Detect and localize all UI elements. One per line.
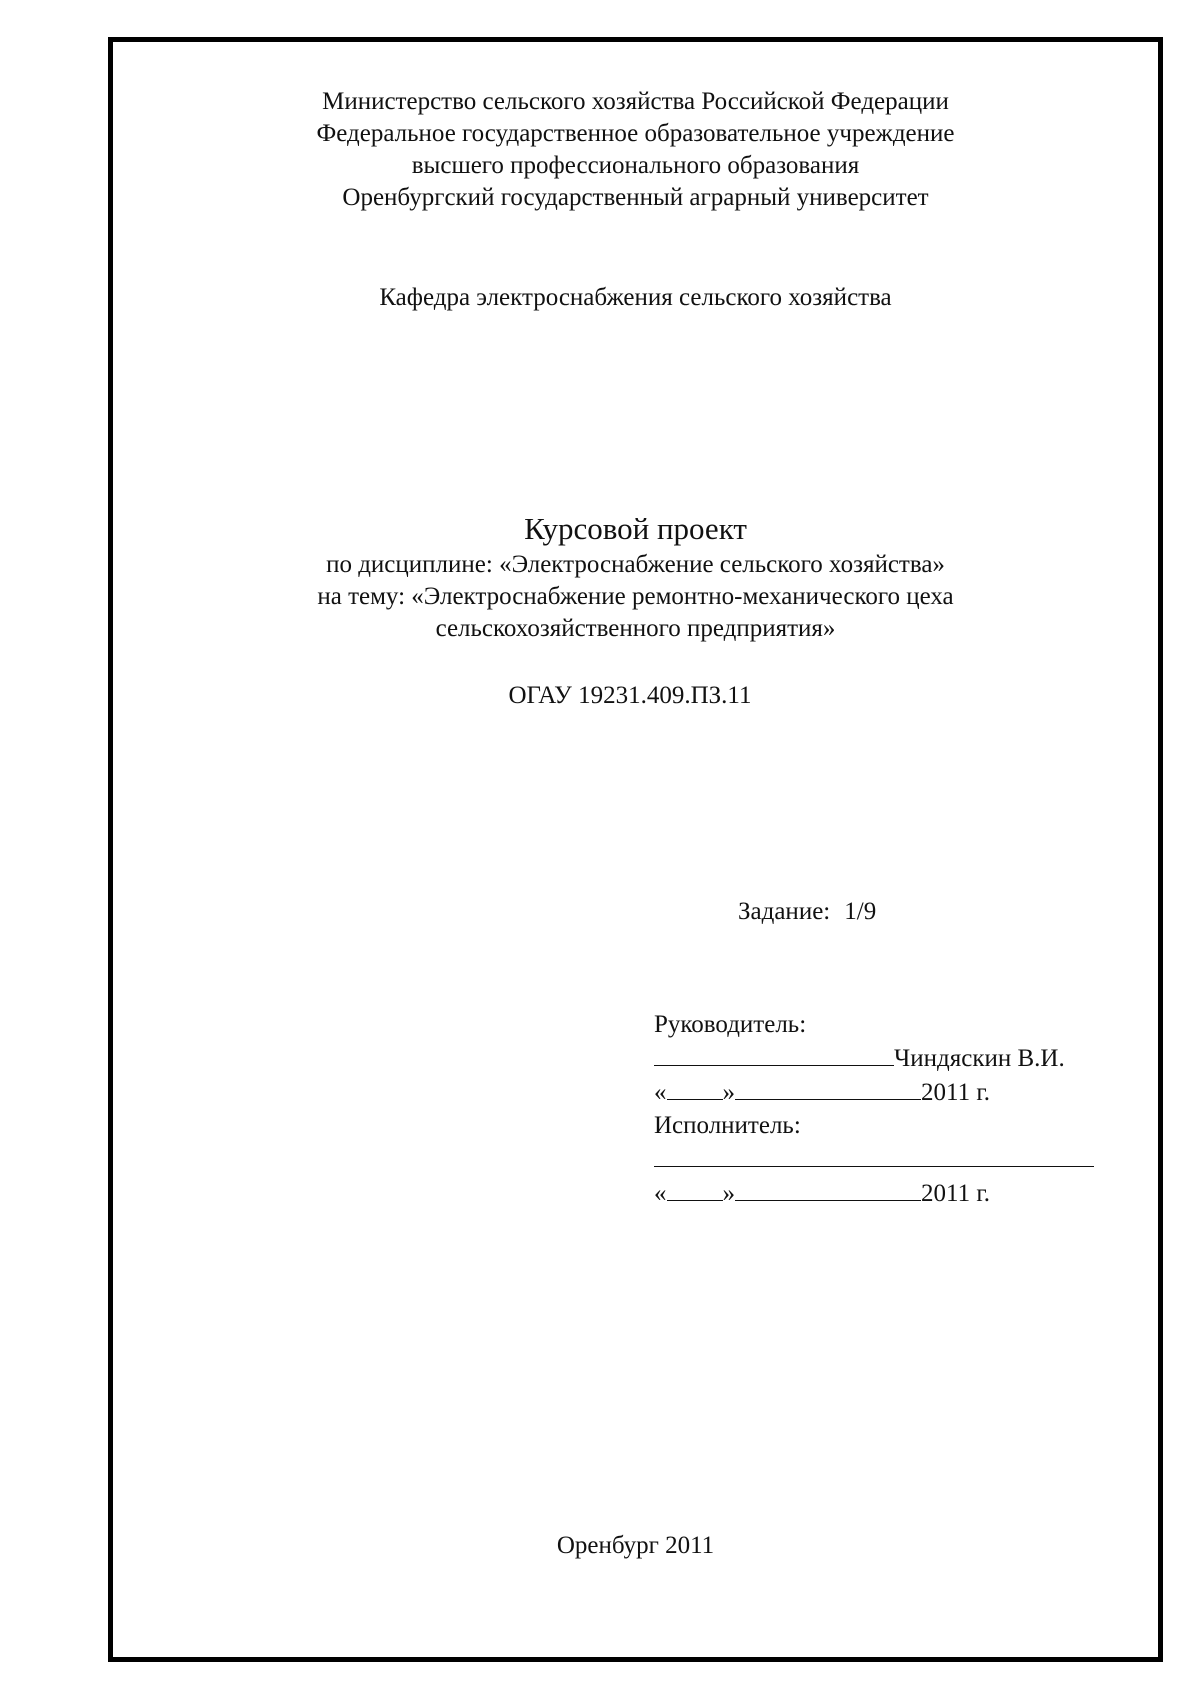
- department-line: Кафедра электроснабжения сельского хозяйства: [379, 284, 892, 311]
- task-block: [738, 896, 876, 928]
- executor-date-open-quote: «: [654, 1180, 667, 1207]
- discipline-line: по дисциплине: «Электроснабжение сельского хозяйства»: [326, 551, 945, 578]
- executor-date-month-blank: [735, 1176, 921, 1201]
- task-value: 1/9: [844, 898, 877, 925]
- executor-date-day-blank: [667, 1176, 723, 1201]
- supervisor-signature-blank: [654, 1041, 894, 1066]
- supervisor-date-close-quote: »: [722, 1079, 735, 1106]
- project-title-block: [108, 509, 1163, 645]
- document-code-block: [470, 680, 790, 712]
- supervisor-label: Руководитель:: [654, 1011, 807, 1038]
- city-year: Оренбург 2011: [556, 1532, 715, 1559]
- page-border-frame: [108, 37, 1163, 1662]
- supervisor-date-year: 2011 г.: [921, 1079, 991, 1106]
- document-header: [108, 86, 1163, 214]
- department-block: [108, 282, 1163, 314]
- institution-type-line: Федеральное государственное образовательное учреждение: [316, 120, 955, 147]
- topic-line-2: сельскохозяйственного предприятия»: [435, 615, 836, 642]
- supervisor-signature-line: [654, 1041, 1094, 1075]
- supervisor-date-day-blank: [667, 1075, 723, 1100]
- supervisor-date-month-blank: [735, 1075, 921, 1100]
- topic-line-1: на тему: «Электроснабжение ремонтно-механического цеха: [317, 583, 954, 610]
- executor-date-close-quote: »: [722, 1180, 735, 1207]
- university-line: Оренбургский государственный аграрный университет: [342, 184, 929, 211]
- supervisor-date-open-quote: «: [654, 1079, 667, 1106]
- executor-date-line: [654, 1176, 1094, 1210]
- executor-date-year: 2011 г.: [921, 1180, 991, 1207]
- executor-signature-blank: [654, 1142, 1094, 1167]
- footer-block: [108, 1530, 1163, 1562]
- task-line: [738, 896, 876, 928]
- supervisor-date-line: [654, 1075, 1094, 1109]
- supervisor-name: Чиндяскин В.И.: [894, 1045, 1065, 1072]
- executor-signature-line: [654, 1142, 1094, 1176]
- task-label: Задание:: [738, 898, 831, 925]
- document-code: ОГАУ 19231.409.ПЗ.11: [508, 682, 752, 709]
- signature-block: [654, 1008, 1094, 1210]
- education-level-line: высшего профессионального образования: [411, 152, 860, 179]
- ministry-line: Министерство сельского хозяйства Российской Федерации: [322, 88, 949, 115]
- project-title: Курсовой проект: [524, 511, 747, 546]
- executor-label: Исполнитель:: [654, 1112, 801, 1139]
